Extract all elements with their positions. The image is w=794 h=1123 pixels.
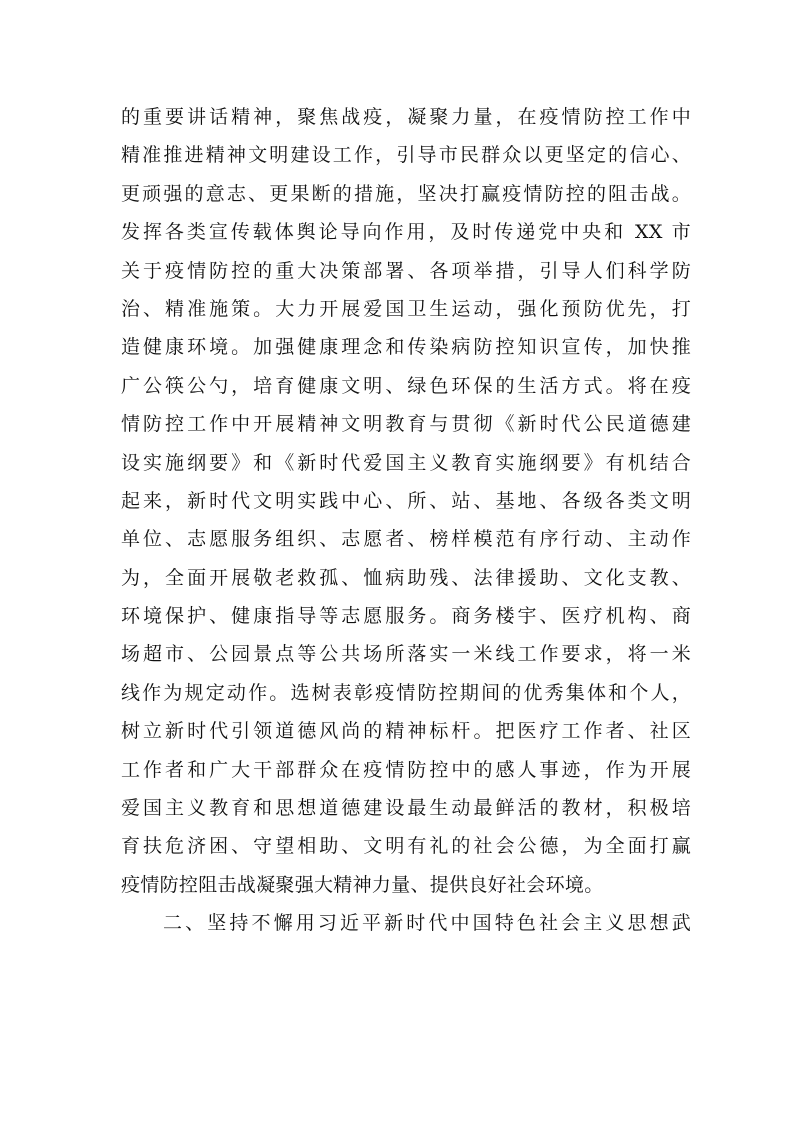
paragraph-line: 场超市、公园景点等公共场所落实一米线工作要求，将一米 [121,643,691,666]
paragraph-line: 疫情防控阻击战凝聚强大精神力量、提供良好社会环境。 [121,873,604,896]
paragraph-line: 发挥各类宣传载体舆论导向作用，及时传递党中央和 XX 市 [121,221,691,244]
paragraph-line: 治、精准施策。大力开展爱国卫生运动，强化预防优先，打 [121,297,691,320]
paragraph-line: 设实施纲要》和《新时代爱国主义教育实施纲要》有机结合 [121,451,691,474]
body-text [121,98,691,943]
paragraph-line: 更顽强的意志、更果断的措施，坚决打赢疫情防控的阻击战。 [121,182,691,205]
paragraph-line: 情防控工作中开展精神文明教育与贯彻《新时代公民道德建 [121,413,691,436]
section-heading: 二、坚持不懈用习近平新时代中国特色社会主义思想武 [163,912,691,935]
paragraph-line: 广公筷公勺，培育健康文明、绿色环保的生活方式。将在疫 [121,374,691,397]
paragraph-line: 爱国主义教育和思想道德建设最生动最鲜活的教材，积极培 [121,797,691,820]
paragraph-line: 线作为规定动作。选树表彰疫情防控期间的优秀集体和个人， [121,681,691,704]
paragraph-line: 造健康环境。加强健康理念和传染病防控知识宣传，加快推 [121,336,691,359]
paragraph-line: 树立新时代引领道德风尚的精神标杆。把医疗工作者、社区 [121,720,691,743]
paragraph-line: 育扶危济困、守望相助、文明有礼的社会公德，为全面打赢 [121,835,691,858]
paragraph-line: 单位、志愿服务组织、志愿者、榜样模范有序行动、主动作 [121,528,691,551]
paragraph-line: 环境保护、健康指导等志愿服务。商务楼宇、医疗机构、商 [121,605,691,628]
paragraph-line: 的重要讲话精神，聚焦战疫，凝聚力量，在疫情防控工作中 [121,106,691,128]
paragraph-line: 为，全面开展敬老救孤、恤病助残、法律援助、文化支教、 [121,566,691,589]
paragraph-line: 精准推进精神文明建设工作，引导市民群众以更坚定的信心、 [121,144,691,167]
paragraph-line: 起来，新时代文明实践中心、所、站、基地、各级各类文明 [121,489,691,512]
paragraph-line: 关于疫情防控的重大决策部署、各项举措，引导人们科学防 [121,259,691,282]
paragraph-line: 工作者和广大干部群众在疫情防控中的感人事迹，作为开展 [121,758,691,781]
